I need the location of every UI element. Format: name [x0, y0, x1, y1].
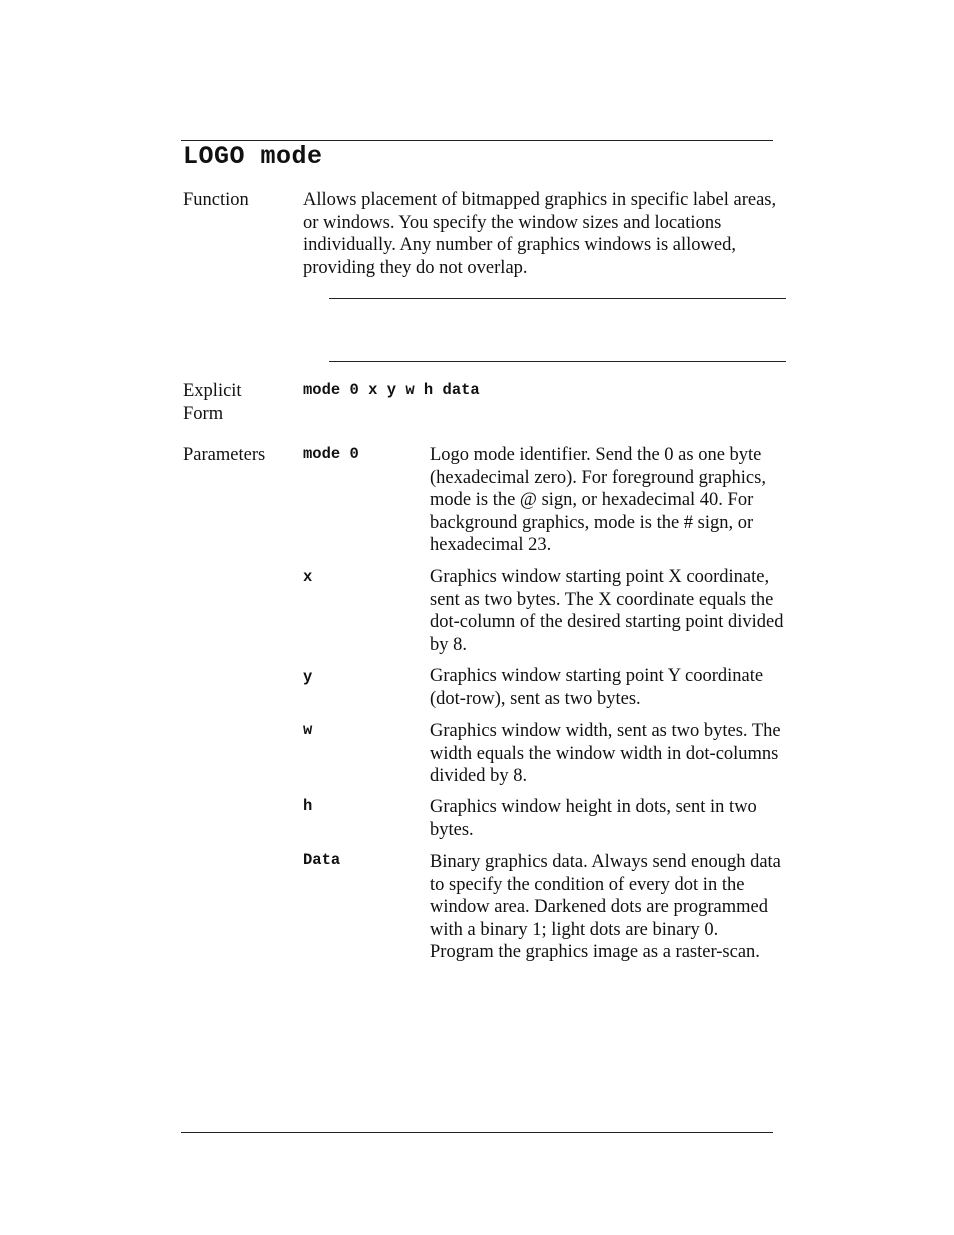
note-rule-bottom — [329, 361, 786, 362]
explicit-form-label-line2: Form — [183, 404, 224, 424]
param-desc-y: Graphics window starting point Y coordinate (dot-row), sent as two bytes. — [430, 666, 764, 709]
param-name-mode: mode 0 — [303, 445, 359, 463]
param-desc-x: Graphics window starting point X coordinate, sent as two bytes. The X coordinate equals the dot-column of the desired starting point divided by 8. — [430, 567, 784, 655]
function-label: Function — [183, 190, 249, 210]
param-name-h: h — [303, 797, 313, 815]
function-text: Allows placement of bitmapped graphics in specific label areas, or windows. You specify the window sizes and locations individually. Any number of graphics windows is allowed, providing they do not overlap. — [303, 190, 777, 278]
top-rule — [181, 140, 773, 141]
param-desc-w: Graphics window width, sent as two bytes. The width equals the window width in dot-columns divided by 8. — [430, 721, 781, 786]
note-rule-top — [329, 298, 786, 299]
param-name-x: x — [303, 568, 313, 586]
parameters-label: Parameters — [183, 445, 266, 465]
page-title: LOGO mode — [183, 142, 323, 171]
param-name-y: y — [303, 668, 313, 686]
param-desc-mode: Logo mode identifier. Send the 0 as one byte (hexadecimal zero). For foreground graphics, mode is the @ sign, or hexadecimal 40. For background graphics, mode is the # sign, or hexadecimal 23. — [430, 445, 766, 555]
param-desc-h: Graphics window height in dots, sent in two bytes. — [430, 797, 757, 840]
param-name-w: w — [303, 721, 313, 739]
explicit-form-syntax: mode 0 x y w h data — [303, 381, 480, 399]
param-desc-data: Binary graphics data. Always send enough data to specify the condition of every dot in the window area. Darkened dots are programmed with a binary 1; light dots are binary 0. Program the graphics image as a raster-scan. — [430, 852, 781, 962]
bottom-rule — [181, 1132, 773, 1133]
explicit-form-label-line1: Explicit — [183, 381, 242, 401]
param-name-data: Data — [303, 851, 341, 869]
